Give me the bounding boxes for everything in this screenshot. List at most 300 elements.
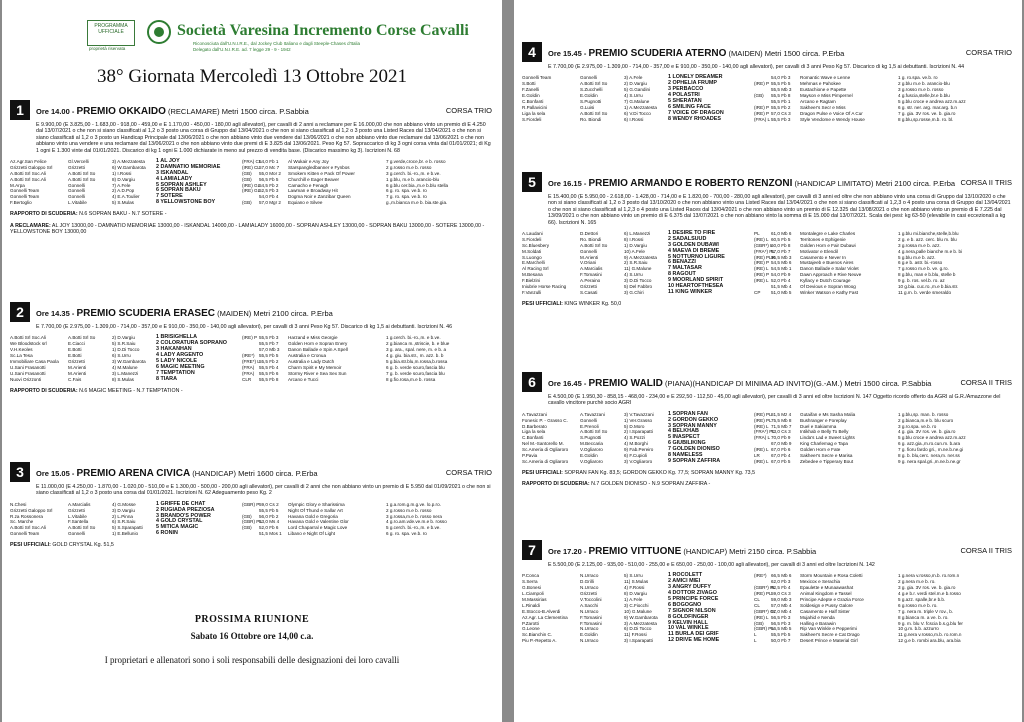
entry-colors: 8 g.blu, man e b.blu, stelle b — [898, 272, 956, 278]
entry-pedigree: Casamento e Half Sister — [800, 608, 850, 614]
entry-pedigree: Golden Horn e Sopran Enery — [288, 341, 348, 347]
race-header — [10, 302, 494, 320]
race-starter: P.Sabbia — [901, 379, 932, 388]
entry-pedigree: Gutaifan e Ms Sasha Malia — [800, 411, 856, 417]
entry-colors: 3 g.rossa,m.e b. rosso nera — [386, 513, 442, 519]
race-bet-type: CORSA II TRIS — [960, 178, 1012, 187]
entry-owner: Gonnelli Team — [10, 188, 40, 194]
entry-jockey: 8) D.Vargiu — [624, 591, 647, 597]
entry-horse: 2 COLORATURA SOPRANO — [156, 340, 227, 347]
entry-origin: (FRA*) PL — [754, 429, 775, 435]
entry-trainer: A.Botti Srl So — [68, 335, 96, 341]
entry-weight: 62,0 Fb 3 — [771, 579, 791, 585]
race-note — [522, 481, 1014, 487]
entry-origin: (IRE) CL — [242, 164, 260, 170]
race-header — [10, 100, 494, 118]
entry-jockey: 5) S.Mulas — [112, 200, 134, 206]
entry-origin: (IRE*) — [754, 573, 767, 579]
entry-pedigree: Mexicox e Serachia — [800, 579, 841, 585]
entry-horse: 4 DOTTOR ZIVAGO — [668, 590, 717, 597]
race-conditions: E 5.500,00 (E 2.125,00 - 935,00 - 510,00 - 255,00 e E 650,00 - 250,00 - 100,00 agli allevatori), per cavalli di 3 anni ed oltre Iscrizioni N. 142 — [548, 562, 875, 568]
entry-horse: 6 BOGOGNO — [668, 601, 702, 608]
entry-colors: 10 g.bia. cuc.ro.,m.e b.bia.str. — [898, 284, 959, 290]
entry-origin: (IRE) PLR — [754, 254, 775, 260]
entry-origin: (IRE) GL — [242, 188, 261, 194]
race-starter: P.Erba — [933, 179, 956, 188]
entry-jockey: 10) A.Fele — [624, 248, 645, 254]
entry-trainer: A.Botti Srl So — [68, 170, 96, 176]
entry-weight: 55,5 Fb 3 — [771, 116, 791, 122]
next-meeting-heading: PROSSIMA RIUNIONE — [194, 614, 310, 625]
entry-horse: 7 MALTASAR — [668, 265, 702, 272]
entry-pedigree: Epaulette e Munaawashat — [800, 585, 854, 591]
entry-jockey: 6) S.R.Saiu — [112, 519, 136, 525]
entry-pedigree: Principe Adepte e Grazia Force — [800, 596, 864, 602]
entry-horse: 5 SHERATAN — [668, 97, 702, 104]
entry-pedigree: Lawman e Broadway Hit — [288, 188, 338, 194]
entry-owner: M.Soldati — [522, 248, 542, 254]
entry-owner: Grizzetti Galoppo Srl — [10, 164, 53, 170]
entry-owner: E.Goldin — [522, 93, 540, 99]
race-number: 4 — [522, 42, 542, 62]
entry-jockey: 8) S.Mulas — [112, 376, 134, 382]
race-starter: P.Sabbia — [786, 547, 817, 556]
entry-trainer: F.Tomasini — [580, 272, 602, 278]
entry-trainer: Grizzetti — [68, 164, 85, 170]
race-title — [36, 308, 333, 319]
entry-jockey: 6) W.Gambarota — [112, 164, 146, 170]
entry-horse: 7 VOICE OF DRAGON — [668, 109, 724, 116]
entry-horse: 2 DAMNATIO MEMORIAE — [156, 163, 221, 170]
entry-jockey: 9) Fab.Pereiro — [624, 447, 654, 453]
entry-jockey: 3) D.Vargiu — [112, 507, 135, 513]
entry-trainer: Grizzetti — [580, 284, 597, 290]
entries-table — [10, 159, 494, 206]
entry-colors: 7 g. b. verde scuro,fascia blu — [386, 370, 445, 376]
entry-jockey: 4) S.Urru — [624, 93, 643, 99]
entry-owner: Fonesic P. - Grasso C. — [522, 417, 568, 423]
entry-jockey: 5) D.Moro — [624, 423, 645, 429]
entry-weight: 55,5 Fb 7 — [259, 341, 279, 347]
entry-weight: 66,5 Mb 6 — [771, 573, 792, 579]
race-note-text: KING WINKER Kg. 50,0 — [564, 300, 622, 307]
entry-owner: Sc.Bianchin C. — [522, 632, 553, 638]
entry-weight: 55,5 Fb 2 — [259, 358, 279, 364]
entry-origin: (IRE) GL — [242, 182, 261, 188]
entry-colors: 1 g.nera v.rosso,m.b. ro.rom.n — [898, 573, 960, 579]
race-detail: (HANDICAP LIMITATO) Metri 2100 circa. — [794, 179, 932, 188]
entry-trainer: E.Botti — [68, 353, 82, 359]
entry-pedigree: Linda's Lad e Sweet Lights — [800, 435, 855, 441]
entry-jockey: 4) M.Borghi — [624, 441, 648, 447]
entry-weight: 55,5 Fb 1 — [771, 98, 791, 104]
entry-colors: 2 g.rosso m.e b. rosso — [386, 507, 432, 513]
entry-origin: CP — [754, 289, 761, 295]
entry-colors: 6 g. ro. spa. ve.b. ro — [386, 188, 427, 194]
entry-owner: G.Leone — [522, 626, 540, 632]
entry-jockey: 5) S.Sparapatti — [112, 525, 143, 531]
entry-trainer: Ro. Biondi — [580, 236, 602, 242]
entry-owner: Sc.La Tesa — [10, 353, 33, 359]
entry-pedigree: Havana Gold e Valentine Glor — [288, 519, 349, 525]
entry-origin: (GB) — [754, 620, 764, 626]
entry-horse: 2 OPHELIA FRUMP — [668, 80, 717, 87]
entry-colors: 4 g.nera,palle bianche m.e b. bi — [898, 248, 963, 254]
entry-origin: (IRE*) — [242, 353, 255, 359]
entry-weight: 55,0 Mor 2 — [259, 170, 281, 176]
entry-owner: L.Ciampoli — [522, 591, 544, 597]
entry-colors: 7 g. gia. 3V ros. ve. b. gia.ro — [898, 110, 956, 116]
entry-origin: (FRA) CL — [242, 159, 262, 165]
entry-trainer: S.Pugnotti — [580, 98, 602, 104]
entry-horse: 1 ROCOLETT — [668, 572, 703, 579]
entry-horse: 5 LADY NICOLE — [156, 357, 197, 364]
entry-horse: 4 GOLD CRYSTAL — [156, 518, 203, 525]
entry-horse: 10 VAL WINKLE — [668, 625, 709, 632]
entry-colors: 2 g.nera m.e b. ro. — [898, 579, 936, 585]
entry-jockey: 1) A.Mezzatesta — [624, 104, 657, 110]
entry-origin: (IRE) PL — [754, 591, 772, 597]
entry-origin: LR — [754, 453, 760, 459]
entry-origin: PL — [754, 231, 760, 237]
table-row — [522, 290, 1014, 296]
race-number: 5 — [522, 172, 542, 192]
entry-pedigree: Winker Watson e Kathy Fast — [800, 289, 859, 295]
entry-weight: 51,0 Mb 5 — [771, 289, 792, 295]
entry-trainer: V.Ogliaroro — [580, 458, 603, 464]
entry-weight: 52,0 Fb 4 — [771, 278, 791, 284]
entry-jockey: 5) S.Urru — [624, 573, 643, 579]
entry-weight: 67,0 Mb 9 — [771, 441, 792, 447]
table-row — [10, 531, 494, 537]
entry-weight: 54,0 Fb 4 — [259, 194, 279, 200]
entry-colors: 6 g.e b. astr. bi.-rosso — [898, 260, 943, 266]
entry-colors: 8 g.blu,sp.rosse,m.b. ro. bl. — [898, 116, 954, 122]
entry-horse: 6 BENAZZI — [668, 259, 696, 266]
entry-owner: Liga la sela — [522, 429, 546, 435]
race-block-1 — [10, 100, 494, 235]
badge-line-1: PROGRAMMA — [94, 23, 128, 29]
entry-colors: 9 g. b. ros. vel.b. ro. az — [898, 278, 945, 284]
entry-horse: 6 MAGIC MEETING — [156, 363, 205, 370]
entries-table — [10, 335, 494, 382]
entry-horse: 6 SMILING FACE — [668, 103, 711, 110]
entry-horse: 4 LADY ARGENTO — [156, 352, 204, 359]
race-note — [10, 542, 494, 548]
race-detail: (PIANA)(HANDICAP DI MINIMA AD INVITO)(G.-AM.) Metri 1500 circa. — [665, 379, 900, 388]
entry-jockey: 3) G.Chiri — [624, 289, 644, 295]
entry-owner: Nuovi Orizzonti — [10, 376, 42, 382]
entry-jockey: 3) A.Mezzatesta — [112, 159, 145, 165]
entry-trainer: E.Botti — [68, 347, 82, 353]
entry-origin: (GB) — [242, 513, 252, 519]
table-row — [10, 200, 494, 206]
race-name: PREMIO OKKAIDO — [76, 106, 166, 117]
entry-trainer: Gonnelli — [68, 188, 85, 194]
entry-colors: 2 g.bianca,m.e b. blu scuro — [898, 417, 954, 423]
race-starter: P.Erba — [295, 469, 318, 478]
entry-colors: 6 g. str. ner. arg. mar.arg. b.n — [898, 104, 957, 110]
entry-owner: L.Rinaldi — [522, 602, 540, 608]
entry-trainer: A.Peraino — [580, 278, 601, 284]
entry-owner: S.Fiordeli — [522, 236, 542, 242]
entry-jockey: 3) A.Mezzatesta — [624, 620, 657, 626]
entry-jockey: 7) A.Fele — [112, 182, 131, 188]
entry-trainer: A.Marcialis — [580, 266, 603, 272]
entry-weight: 55,5 Fb 5 — [771, 632, 791, 638]
entry-pedigree: Eustachione e Papette — [800, 87, 847, 93]
entry-pedigree: Bushranger e Foreplay — [800, 417, 847, 423]
race-title — [548, 378, 931, 389]
entry-colors: 4 g. giu. bia.str., m. azz. b. b — [386, 353, 444, 359]
entry-colors: 8 g. b. blu,cerc. nera,m. ner.ss — [898, 453, 960, 459]
entry-colors: 6 g.blu cer.bia.,m.e b.blu stella — [386, 182, 449, 188]
entry-jockey: 4) M.Malune — [112, 364, 138, 370]
entry-trainer: D.Dettori — [580, 231, 599, 237]
entry-origin: (GB) — [754, 93, 764, 99]
entry-horse: 11 KING WINKER — [668, 288, 713, 295]
entry-origin: (GB) — [242, 170, 252, 176]
entry-colors: 4 g.fuscia,stelle,br.e b.blu — [898, 93, 950, 99]
entry-colors: 9 g. nera spal.gri.,m.ne.b.ne.gr — [898, 458, 961, 464]
entry-weight: 55,5 Fb 3 — [259, 335, 279, 341]
race-conditions: E 15.400,00 (E 5.950,00 - 2.618,00 - 1.428,00 - 714,00 e E 1.820,00 - 700,00 - 280,00 agli allevatori), per cavalli di 3 anni ed oltre che non abbiano vinto una corsa di Gruppo dal 13/10/2020 o che non si siano classificati al 1,2 o 3 posto dal 13/10/2020 o che non abbiano vinto una Listed Races dal 13/04/2021 o che non si siano classificati al 1,2,3 o 4 posto una corsa di Gruppo dal 13/04/2021 o che non si siano classificati al 1,2,3 o 4 posto una Listed Races dal 13/04/2021 o che non abbiano vinto un premio di E 12.325 dal 13/08/2021 o che non abbiano vinto un premio di E 7.225 dal 13/09/2021 o che non abbiano vinto un premio di E 6.375 dal 13/07/2021 o che non abbiano vinto la somma di E 15.000 dal 13/07/2021. Scala dei pesi: kg 63-50 (elevabile in casi eccezionali a kg 66). Iscrizioni N. 165 — [548, 194, 1011, 226]
entry-jockey: 2) A.D.Pop — [112, 188, 135, 194]
entry-weight: 59,0 Cs 2 — [259, 501, 279, 507]
entry-origin: (FRA) L — [754, 116, 771, 122]
entry-origin: (FRA) — [242, 370, 255, 376]
entry-origin: (GBR*) L — [754, 242, 773, 248]
entry-colors: 11 g.m. b. verde smeraldo — [898, 289, 952, 295]
entry-horse: 10 HEARTOFTHESEA — [668, 283, 724, 290]
entry-pedigree: Al Wukair e Any Joy — [288, 159, 329, 165]
entry-weight: 59,0 Cs 3 — [771, 591, 791, 597]
entry-pedigree: Animal Kingdom e Tassel — [800, 591, 852, 597]
race-conditions: E 4.500,00 (E 1.950,30 - 858,15 - 468,00 - 234,00 e E 292,50 - 112,50 - 45,00 agli allevatori), per cavalli di 3 anni ed oltre Iscrizioni N. 147 Oggetto ricordo offerto da AGRI al G.R./Amazzone del cavallo vincitore purchè socio AGRI — [548, 394, 1001, 407]
entry-jockey: 2) D.Vargiu — [112, 335, 135, 341]
entry-weight: 55,5 Fb 5 — [771, 81, 791, 87]
entry-origin: (FRA) L — [754, 435, 771, 441]
entry-jockey: 3) V.Tavazzani — [624, 411, 654, 417]
entries-table — [522, 412, 1014, 465]
race-detail: (HANDICAP) Metri 2150 circa. — [683, 547, 785, 556]
entry-trainer: Gonnelli — [68, 182, 85, 188]
society-name: Società Varesina Incremento Corse Cavalli — [177, 22, 469, 39]
entry-trainer: Gonnelli — [68, 531, 85, 537]
entry-owner: N.Chesi — [10, 501, 27, 507]
entry-pedigree: Soldesign e Pussy Galore — [800, 602, 853, 608]
page-header — [89, 20, 492, 56]
entry-weight: 54,0 Fb 3 — [771, 75, 791, 81]
entry-weight: 59,0 Mb 3 — [771, 596, 792, 602]
entry-colors: 2 g.rosso m.e b. rosso — [386, 164, 432, 170]
entry-horse: 6 SOPRAN BAKU — [156, 187, 201, 194]
race-header — [522, 540, 1014, 558]
entry-owner: V.H.Keoles — [10, 347, 33, 353]
entry-jockey: 6) F.Cupioli — [624, 453, 647, 459]
entry-jockey: 3) W.Gambarota — [112, 358, 146, 364]
entry-colors: 5 g.blu m.e b. azz. — [898, 254, 936, 260]
entry-trainer: N.Urraco — [580, 638, 599, 644]
entry-pedigree: Australia e Cronua — [288, 353, 327, 359]
entry-owner: R.Pallavicini — [522, 104, 548, 110]
entry-origin: (IRE) P — [754, 81, 770, 87]
entry-weight: 55,5 Fb 8 — [771, 93, 791, 99]
entry-colors: 7 g.verde,croce,br. e b. rosso — [386, 159, 446, 165]
race-note-text: GOLD CRYSTAL Kg. 51,5 — [52, 542, 114, 549]
entry-colors: 9 g. m. blu V. fcscia b.s.g.blu fer — [898, 620, 963, 626]
entry-weight: 54,5 Mb 6 — [771, 260, 792, 266]
entry-owner: S.Serra — [522, 579, 538, 585]
entry-pedigree: Golden Horn e Fate — [800, 447, 841, 453]
entry-jockey: 4) E.A.Toulier — [112, 194, 140, 200]
entry-colors: 3 g. ara., spal. nere, m. e b. a — [386, 347, 447, 353]
entry-weight: 50,0 Fb 7 — [771, 638, 791, 644]
entry-trainer: D.Grilli — [580, 579, 594, 585]
program-page-right — [514, 0, 1022, 722]
race-time: Ore 15.45 - — [548, 49, 587, 58]
entry-weight: 51,5 Mb 4 — [771, 284, 792, 290]
entry-horse: 3 GOLDEN DUBAWI — [668, 241, 719, 248]
race-header — [522, 172, 1014, 190]
entry-horse: 7 GOLDEN DIONISO — [668, 446, 720, 453]
entry-weight: 55,5 Fb 2 — [771, 104, 791, 110]
entry-pedigree: Arcano e Tucci — [288, 376, 319, 382]
entry-horse: 1 DESIRE TO FIRE — [668, 230, 716, 237]
entry-horse: 3 BRANDO'S POWER — [156, 512, 211, 519]
entry-pedigree: Mujahid e Nenda — [800, 614, 835, 620]
entry-origin: (IRE) L — [754, 236, 769, 242]
entry-horse: 1 AL JOY — [156, 158, 180, 165]
entry-origin: (GB) — [242, 525, 252, 531]
entry-horse: 7 TEMPTATION — [156, 369, 195, 376]
entry-jockey: 4) S.Pozzi — [624, 435, 645, 441]
entry-horse: 9 SOPRAN ZAFFIRA — [668, 457, 721, 464]
entry-pedigree: Sakheer's Secr e Miss — [800, 104, 846, 110]
race-block-7 — [522, 540, 1014, 644]
entry-owner: Az.Agr.San Felice — [10, 159, 47, 165]
entry-owner: Iniubrie Horse Racing — [522, 284, 567, 290]
entry-origin: (IRE) L — [754, 458, 769, 464]
entry-owner: U.Sani Frasanotti — [10, 370, 46, 376]
race-note-text: N.6 SOPRAN BAKU - N.7 SOTERE - — [79, 211, 167, 218]
entry-weight: 57,0 Cs 3 — [771, 110, 791, 116]
entry-pedigree: Equiano e Silvee — [288, 200, 323, 206]
entries-table — [10, 502, 494, 537]
entry-owner: C.Bonfanti — [522, 435, 544, 441]
entry-jockey: 11) G.Malune — [624, 266, 652, 272]
entry-owner: Gonnelli Team — [10, 194, 40, 200]
race-title — [548, 48, 844, 59]
race-number: 2 — [10, 302, 30, 322]
entry-owner: Grizzetti Galoppo Srl — [10, 507, 53, 513]
entry-pedigree: Sakheer's Secre e Marisa — [800, 453, 853, 459]
race-note-text: N.6 MAGIC MEETING - N.7 TEMPTATION - — [79, 387, 183, 394]
entry-horse: 1 BRISIGHELLA — [156, 334, 198, 341]
entry-origin: (IRE) L — [754, 447, 769, 453]
race-note-text: N.7 GOLDEN DIONISO - N.9 SOPRAN ZAFFIRA - — [591, 481, 711, 488]
entry-weight: 62,5 Fb 4 — [771, 585, 791, 591]
entry-weight: 73,0 Cs 3 — [771, 429, 791, 435]
race-name: PREMIO SCUDERIA ERASEC — [76, 308, 215, 319]
race-block-3 — [10, 462, 494, 549]
entry-horse: 6 RONIN — [156, 530, 178, 537]
entry-jockey: 2) S.R.Saiu — [624, 260, 648, 266]
entry-pedigree: King Charlemag e Tapa — [800, 441, 848, 447]
race-block-6 — [522, 372, 1014, 488]
entry-owner: Piu P.-Repetto A. — [522, 638, 557, 644]
entry-origin: (GBR) PL — [242, 519, 262, 525]
entry-trainer: F.Tomasini — [580, 620, 602, 626]
entry-horse: 1 SOPRAN FAN — [668, 410, 708, 417]
entry-trainer: A.Botti Srl So — [580, 429, 608, 435]
entry-jockey: 1) D.Di Tocco — [112, 347, 140, 353]
entry-trainer: M.Beccaria — [580, 441, 603, 447]
entry-horse: 3 SOPRAN MANNY — [668, 422, 717, 429]
entry-origin: (FRA*) PL — [754, 248, 775, 254]
entry-trainer: A.Botti Srl So — [68, 176, 96, 182]
official-program-badge — [87, 20, 135, 46]
entry-colors: 10 g.m. b.b. azzurro — [898, 626, 939, 632]
entry-horse: 2 AMICI MIEI — [668, 578, 701, 585]
entry-owner: A.Laudani — [522, 231, 543, 237]
table-row — [522, 459, 1014, 465]
entry-jockey: 3) A.Fele — [624, 75, 643, 81]
entry-owner: Al Racing Srl — [522, 266, 549, 272]
entry-jockey: 8) D.Vargiu — [112, 176, 135, 182]
entry-weight: 55,5 Fb 4 — [259, 364, 279, 370]
entry-pedigree: Mustajeeb e Buenos Aires — [800, 260, 854, 266]
entry-horse: 3 HAKANHAN — [156, 346, 192, 353]
entry-horse: 9 MOORLAND SPIRIT — [668, 277, 724, 284]
entry-origin: (IRE) P — [754, 260, 770, 266]
entry-trainer: A.Botti Srl So — [580, 242, 608, 248]
entry-owner: Sc. Marche — [10, 519, 34, 525]
entry-horse: 6 GIUBILIKING — [668, 440, 706, 447]
entry-colors: 4 g. gia. 3V ros. ve. b. gia.ro — [898, 429, 956, 435]
entry-pedigree: Dragon Pulse e Voice Of A Cur — [800, 110, 863, 116]
entry-owner: Nel M.-Santorello M. — [522, 441, 564, 447]
entry-origin: (IRE) L — [754, 423, 769, 429]
entry-owner: P.Zarotti — [522, 620, 539, 626]
race-name: PREMIO VITTUONE — [588, 546, 682, 557]
entry-pedigree: Danon Ballade e Salar Violet — [800, 266, 859, 272]
entry-pedigree: Starspangledbanner e Fynbos — [288, 164, 350, 170]
race-time: Ore 17.20 - — [548, 547, 587, 556]
race-conditions: E 7.700,00 (E 2.975,00 - 1.309,00 - 714,00 - 357,00 e E 910,00 - 350,00 - 140,00 agli allevatori), per cavalli di 3 anni Peso Kg 57. Discarico di kg 1,5 ai debuttanti. Iscrizioni N. 44 — [548, 64, 965, 70]
entry-pedigree: Charm Spirit e My Memoir — [288, 364, 342, 370]
entry-owner: F.Bertoglio — [10, 200, 32, 206]
race-bet-type: CORSA TRIO — [445, 468, 492, 477]
entry-trainer: Gonnelli — [580, 248, 597, 254]
entry-weight: 71,5 Mb 7 — [771, 423, 792, 429]
entry-trainer: M.Arienti — [68, 370, 87, 376]
race-number: 1 — [10, 100, 30, 120]
entry-horse: 8 RAGOUT — [668, 271, 696, 278]
entry-owner: Sc.Bluesbery — [522, 242, 550, 248]
race-note — [10, 211, 494, 217]
race-time: Ore 15.05 - — [36, 469, 75, 478]
entry-weight: 55,5 Fb 5 — [259, 353, 279, 359]
entry-horse: 5 PRINCIPE FORCE — [668, 595, 719, 602]
entry-pedigree: Churchill e Eager Beaver — [288, 176, 340, 182]
entry-trainer: C.Fais — [68, 376, 82, 382]
entry-owner: Liga la sela — [522, 110, 546, 116]
entry-pedigree: Storm Mountain e Rosa Coletti — [800, 573, 863, 579]
entry-trainer: Grizzetti — [68, 358, 85, 364]
entry-horse: 3 PERBACCO — [668, 86, 704, 93]
race-starter: P.Erba — [310, 309, 333, 318]
